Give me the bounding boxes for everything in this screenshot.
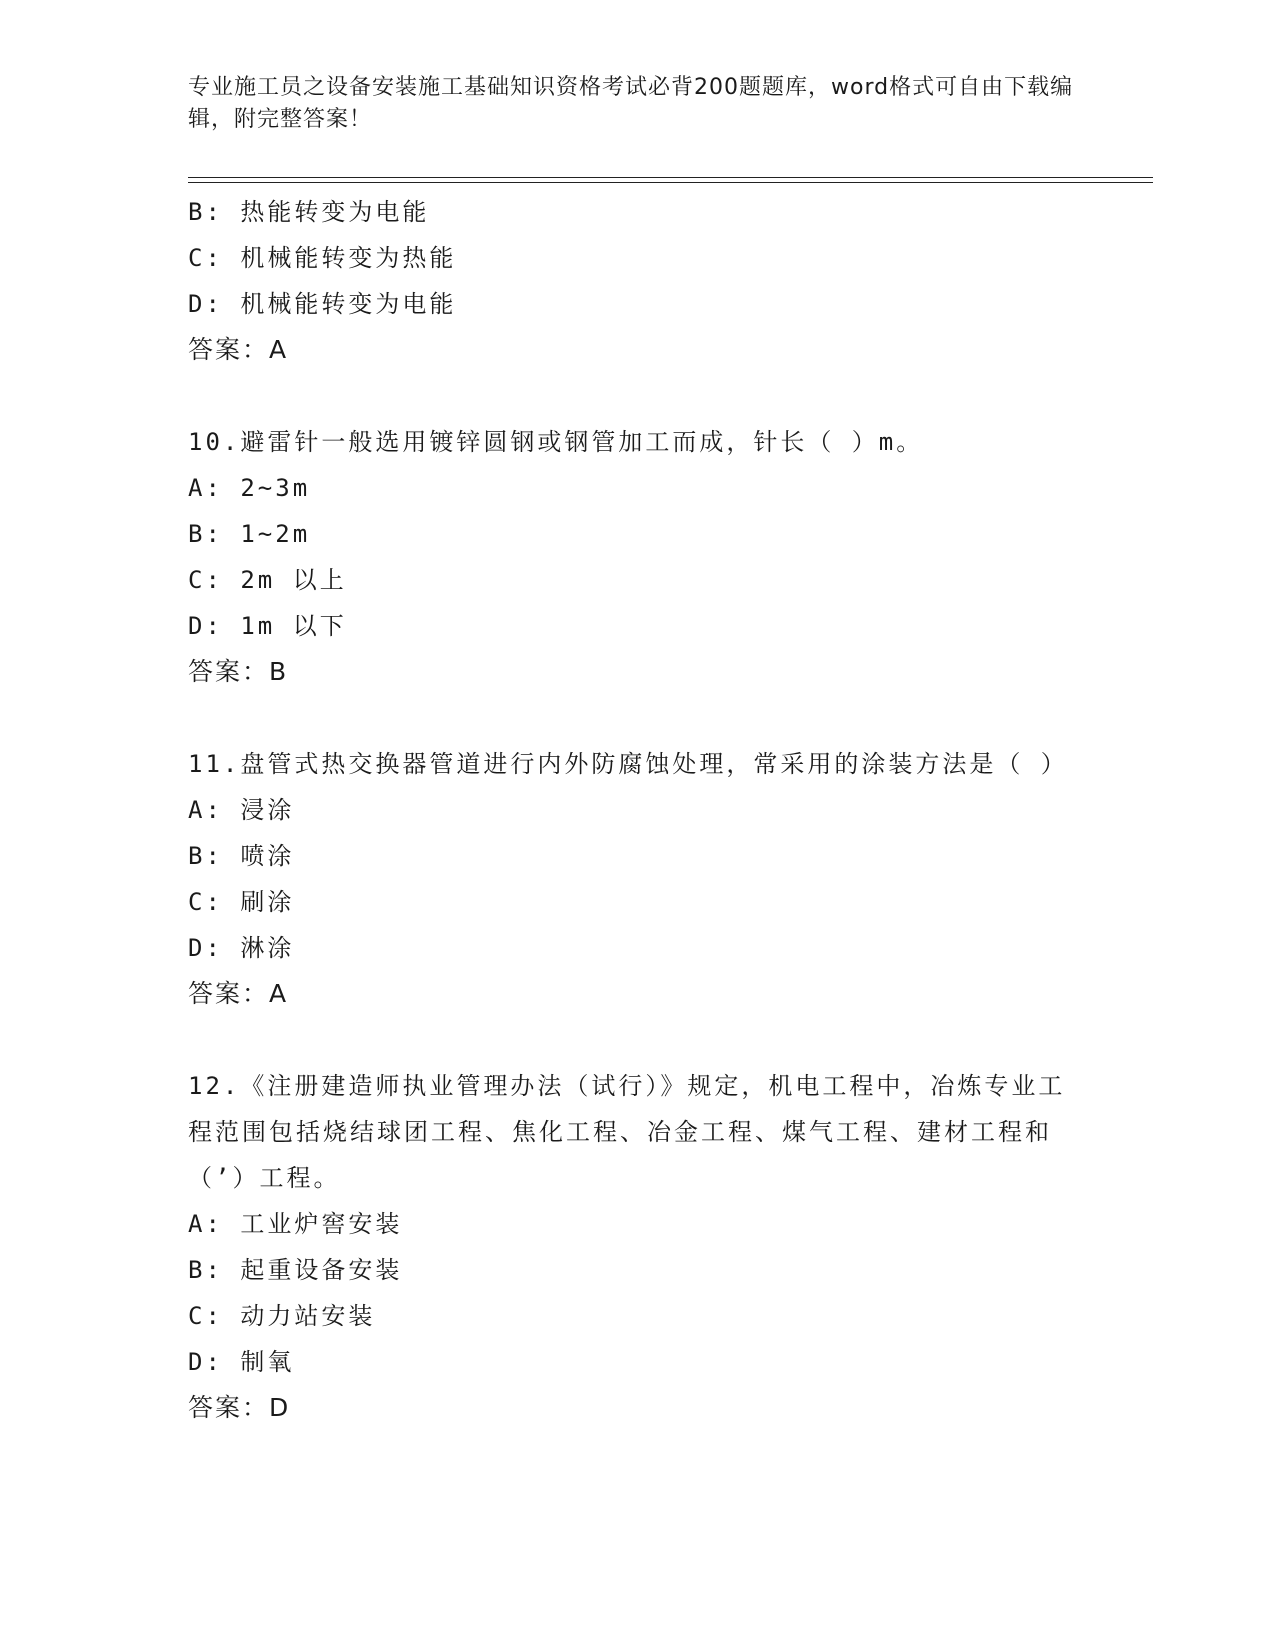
answer-label: 答案：A	[188, 335, 289, 364]
question-text: 12.《注册建造师执业管理办法（试行）》规定，机电工程中，冶炼专业工程范围包括烧结球团工程、焦化工程、冶金工程、煤气工程、建材工程和（’）工程。	[188, 1072, 1066, 1192]
answer-label: 答案：B	[188, 657, 289, 686]
option-b: B: 起重设备安装	[188, 1256, 403, 1284]
document-header: 专业施工员之设备安装施工基础知识资格考试必背200题题库，word格式可自由下载编辑，附完整答案！	[188, 75, 1074, 132]
question-11	[188, 741, 1078, 1017]
prev-question-block	[188, 189, 1078, 373]
question-12	[188, 1063, 1078, 1431]
option-b: B: 喷涂	[188, 842, 295, 870]
header-divider-bottom	[188, 182, 1153, 183]
question-text: 11.盘管式热交换器管道进行内外防腐蚀处理，常采用的涂装方法是（ ）	[188, 750, 1068, 778]
option-c: C: 2m 以上	[188, 566, 347, 594]
option-c: C: 刷涂	[188, 888, 295, 916]
option-c: C: 动力站安装	[188, 1302, 376, 1330]
question-text: 10.避雷针一般选用镀锌圆钢或钢管加工而成，针长（ ）m。	[188, 428, 924, 456]
option-a: A: 2~3m	[188, 474, 311, 502]
option-b: B: 热能转变为电能	[188, 198, 430, 226]
header-divider-top	[188, 177, 1153, 178]
option-a: A: 工业炉窖安装	[188, 1210, 403, 1238]
answer-label: 答案：D	[188, 1393, 291, 1422]
option-c: C: 机械能转变为热能	[188, 244, 457, 272]
option-d: D: 制氧	[188, 1348, 295, 1376]
option-b: B: 1~2m	[188, 520, 311, 548]
option-d: D: 机械能转变为电能	[188, 290, 457, 318]
option-d: D: 1m 以下	[188, 612, 347, 640]
option-d: D: 淋涂	[188, 934, 295, 962]
answer-label: 答案：A	[188, 979, 289, 1008]
question-10	[188, 419, 1078, 695]
option-a: A: 浸涂	[188, 796, 295, 824]
question-list	[188, 189, 1078, 1431]
